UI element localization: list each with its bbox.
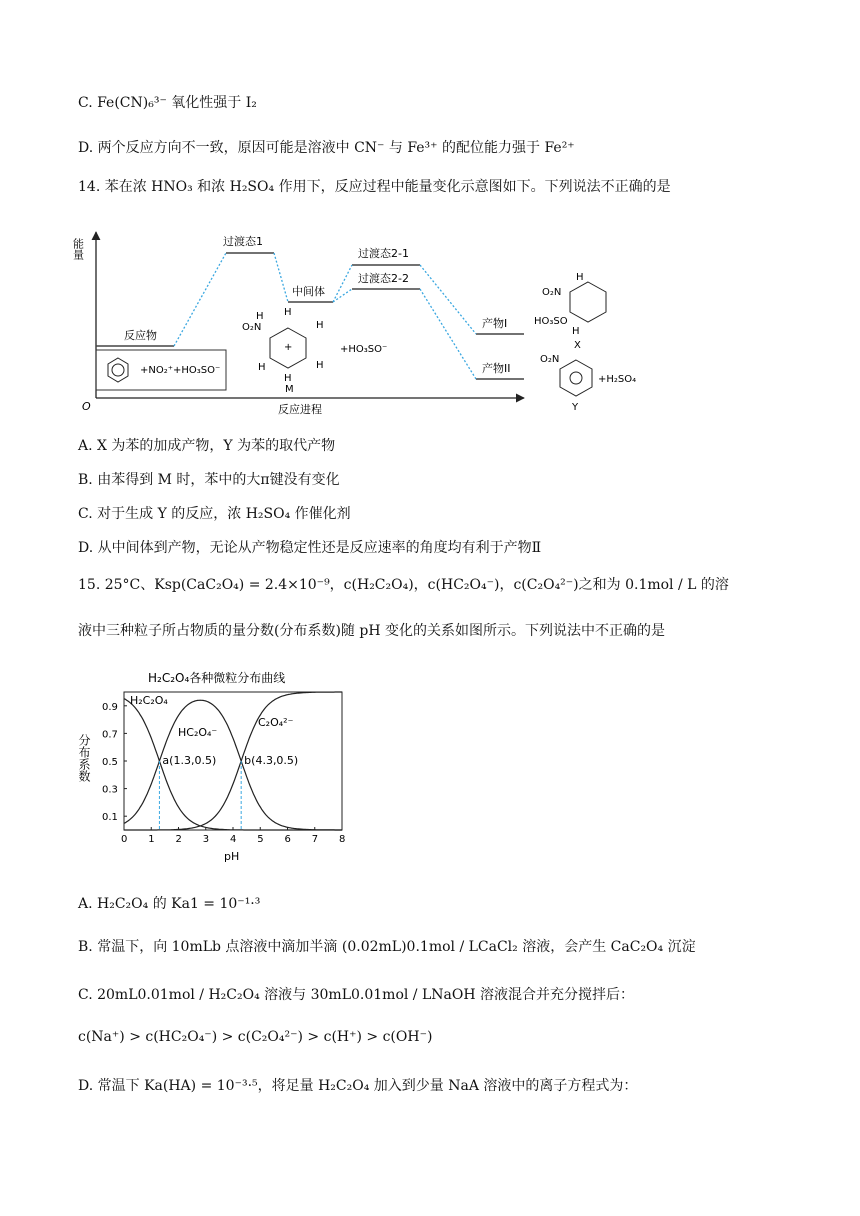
- svg-text:O₂N: O₂N: [542, 287, 562, 298]
- option-c-13: C. Fe(CN)₆³⁻ 氧化性强于 I₂: [78, 95, 257, 111]
- svg-text:H: H: [576, 272, 584, 283]
- x-tick-label: 2: [175, 834, 182, 845]
- intermediate-structure: [242, 307, 324, 395]
- option-c-14: C. 对于生成 Y 的反应，浓 H₂SO₄ 作催化剂: [78, 506, 351, 522]
- annotation-label: a(1.3,0.5): [162, 754, 217, 767]
- curve-h2c2o4: [124, 699, 342, 830]
- option-d-13: D. 两个反应方向不一致，原因可能是溶液中 CN⁻ 与 Fe³⁺ 的配位能力强于 Fe²⁺: [78, 140, 575, 156]
- ts21-label: 过渡态2-1: [358, 247, 409, 260]
- y-tick-label: 0.3: [102, 784, 118, 796]
- y-tick-label: 0.1: [102, 812, 118, 824]
- option-a-14: A. X 为苯的加成产物，Y 为苯的取代产物: [78, 438, 336, 454]
- process-axis-label: 反应进程: [278, 403, 322, 416]
- origin-label: O: [82, 400, 91, 413]
- svg-text:H: H: [258, 362, 266, 373]
- option-b-15: B. 常温下，向 10mLb 点溶液中滴加半滴 (0.02mL)0.1mol / LCaCl₂ 溶液，会产生 CaC₂O₄ 沉淀: [78, 939, 696, 955]
- option-b-14: B. 由苯得到 M 时，苯中的大π键没有变化: [78, 472, 340, 488]
- curve-c2o4: [124, 692, 342, 830]
- svg-text:H: H: [284, 373, 292, 384]
- series-label-h2c2o4: H₂C₂O₄: [130, 694, 168, 707]
- annotation-label: b(4.3,0.5): [244, 754, 299, 767]
- x-axis-label: pH: [224, 850, 240, 863]
- x-tick-label: 6: [284, 834, 291, 845]
- energy-diagram: [71, 222, 658, 418]
- product-x-structure: [534, 272, 606, 351]
- curve-hc2o4: [124, 700, 342, 830]
- option-d-15: D. 常温下 Ka(HA) = 10⁻³·⁵，将足量 H₂C₂O₄ 加入到少量 NaA 溶液中的离子方程式为：: [78, 1078, 638, 1094]
- y-tick-label: 0.5: [102, 757, 118, 768]
- product2-label: 产物II: [482, 362, 511, 375]
- x-label: X: [574, 340, 581, 351]
- reactant-label: 反应物: [124, 329, 157, 342]
- option-d-14: D. 从中间体到产物，无论从产物稳定性还是反应速率的角度均有利于产物Ⅱ: [78, 540, 542, 556]
- y-tick-label: 0.9: [102, 701, 118, 713]
- ts22-label: 过渡态2-2: [358, 272, 409, 285]
- energy-axis-label: 能量: [71, 238, 85, 260]
- option-a-15: A. H₂C₂O₄ 的 Ka1 = 10⁻¹·³: [78, 896, 261, 912]
- x-tick-label: 4: [230, 834, 237, 845]
- ts1-label: 过渡态1: [223, 235, 263, 248]
- svg-text:H: H: [572, 326, 580, 337]
- y-axis-label: 分布系数: [77, 734, 91, 782]
- x-tick-label: 1: [148, 834, 155, 845]
- x-tick-label: 8: [339, 834, 346, 845]
- svg-text:O₂N: O₂N: [242, 322, 262, 333]
- question-15-line2: 液中三种粒子所占物质的量分数(分布系数)随 pH 变化的关系如图所示。下列说法中不正确的是: [78, 623, 665, 639]
- x-tick-label: 3: [202, 834, 210, 845]
- chart-title: H₂C₂O₄各种微粒分布曲线: [148, 671, 286, 685]
- question-14: 14. 苯在浓 HNO₃ 和浓 H₂SO₄ 作用下，反应过程中能量变化示意图如下。下列说法不正确的是: [78, 179, 671, 195]
- benzene-ring-icon: [108, 358, 128, 382]
- series-label-hc2o4: HC₂O₄⁻: [178, 726, 218, 739]
- y-plus: +H₂SO₄: [598, 374, 637, 385]
- product-y-structure: [540, 354, 636, 413]
- y-tick-label: 0.7: [102, 729, 118, 741]
- svg-text:H: H: [316, 360, 324, 371]
- svg-text:HO₃SO: HO₃SO: [534, 316, 568, 327]
- svg-text:O₂N: O₂N: [540, 354, 560, 365]
- option-c-15-inequality: c(Na⁺) > c(HC₂O₄⁻) > c(C₂O₄²⁻) > c(H⁺) > c(OH⁻): [78, 1029, 433, 1045]
- x-tick-label: 5: [257, 834, 264, 845]
- option-c-15: C. 20mL0.01mol / H₂C₂O₄ 溶液与 30mL0.01mol / LNaOH 溶液混合并充分搅拌后：: [78, 987, 634, 1003]
- svg-text:H: H: [284, 307, 292, 318]
- svg-text:H: H: [256, 311, 264, 322]
- svg-text:H: H: [316, 320, 324, 331]
- m-label: M: [285, 384, 294, 395]
- series-label-c2o4: C₂O₄²⁻: [258, 716, 294, 729]
- x-tick-label: 7: [311, 834, 319, 845]
- product1-label: 产物I: [482, 317, 508, 330]
- distribution-chart: [78, 664, 368, 870]
- reactant-formula: +NO₂⁺+HO₃SO⁻: [140, 365, 221, 376]
- svg-text:+: +: [284, 342, 293, 353]
- y-label: Y: [572, 402, 579, 413]
- intermediate-plus: +HO₃SO⁻: [340, 344, 388, 355]
- x-tick-label: 0: [121, 834, 128, 845]
- question-15-line1: 15. 25°C、Ksp(CaC₂O₄) = 2.4×10⁻⁹，c(H₂C₂O₄)，c(HC₂O₄⁻)，c(C₂O₄²⁻)之和为 0.1mol / L 的溶: [78, 577, 729, 593]
- intermediate-label: 中间体: [292, 285, 325, 298]
